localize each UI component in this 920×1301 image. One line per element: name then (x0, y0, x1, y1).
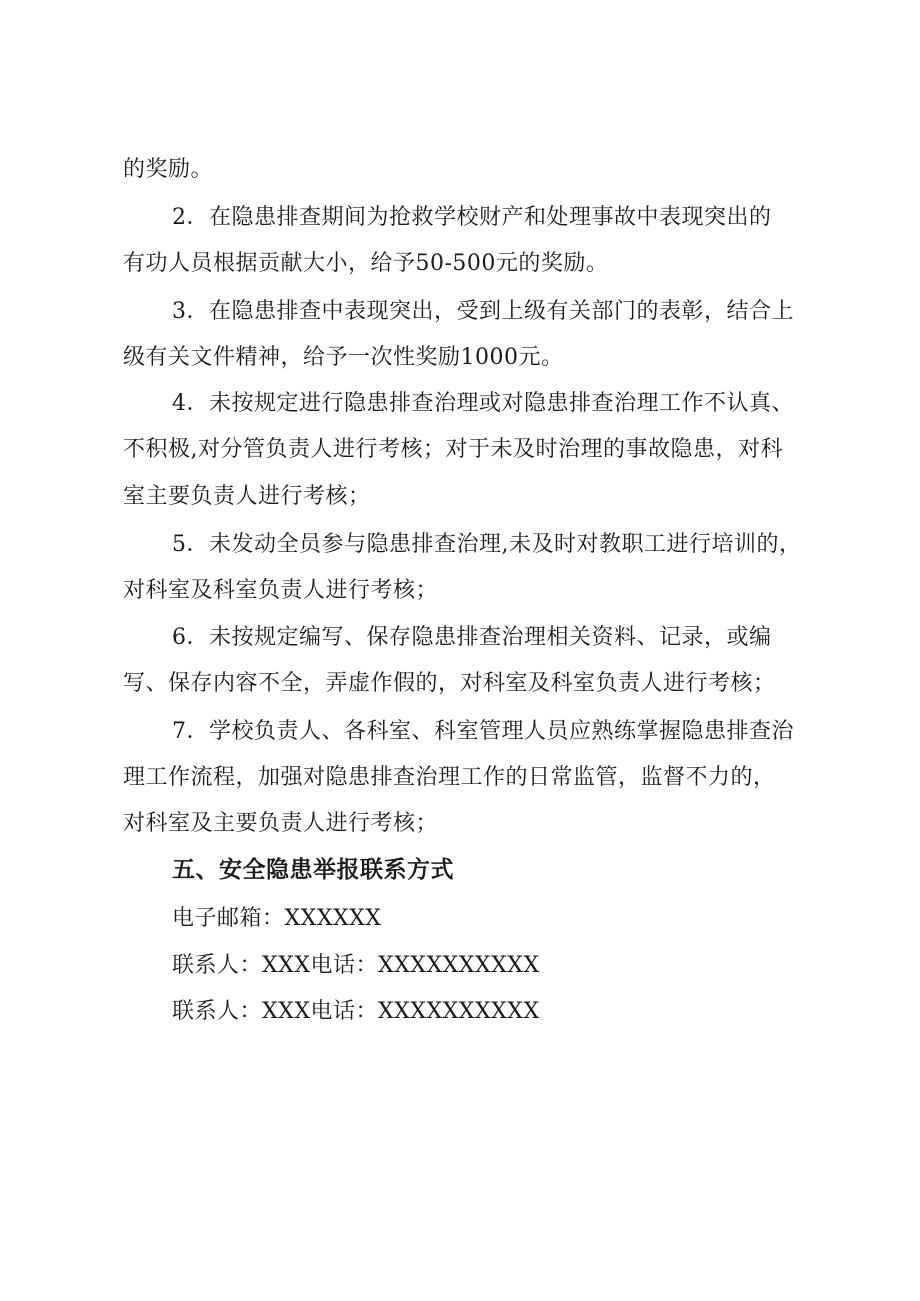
paragraph-2-line-1: 2．在隐患排查期间为抢救学校财产和处理事故中表现突出的 (172, 205, 772, 230)
paragraph-1-line-1: 的奖励。 (123, 157, 214, 182)
paragraph-2-line-2: 有功人员根据贡献大小，给予50-500元的奖励。 (123, 251, 609, 276)
paragraph-5-line-2: 对科室及科室负责人进行考核； (123, 578, 439, 603)
paragraph-4-line-2: 不积极,对分管负责人进行考核；对于未及时治理的事故隐患，对科 (123, 437, 783, 462)
paragraph-7-line-3: 对科室及主要负责人进行考核； (123, 811, 439, 836)
paragraph-4-line-1: 4．未按规定进行隐患排查治理或对隐患排查治理工作不认真、 (172, 391, 794, 416)
paragraph-3-line-1: 3．在隐患排查中表现突出，受到上级有关部门的表彰，结合上 (172, 299, 794, 324)
paragraph-3-line-2: 级有关文件精神，给予一次性奖励1000元。 (123, 345, 564, 370)
contact-person-1: 联系人：XXX电话：XXXXXXXXXX (172, 953, 540, 978)
paragraph-6-line-2: 写、保存内容不全，弄虚作假的，对科室及科室负责人进行考核； (123, 671, 776, 696)
contact-person-2: 联系人：XXX电话：XXXXXXXXXX (172, 999, 540, 1024)
paragraph-6-line-1: 6．未按规定编写、保存隐患排查治理相关资料、记录，或编 (172, 625, 772, 650)
paragraph-7-line-1: 7．学校负责人、各科室、科室管理人员应熟练掌握隐患排查治 (172, 719, 794, 744)
paragraph-7-line-2: 理工作流程，加强对隐患排查治理工作的日常监管，监督不力的， (123, 765, 776, 790)
paragraph-4-line-3: 室主要负责人进行考核； (123, 484, 371, 509)
paragraph-5-line-1: 5．未发动全员参与隐患排查治理,未及时对教职工进行培训的， (172, 532, 802, 557)
contact-email: 电子邮箱：XXXXXX (172, 906, 382, 931)
section-heading: 五、安全隐患举报联系方式 (172, 857, 454, 883)
